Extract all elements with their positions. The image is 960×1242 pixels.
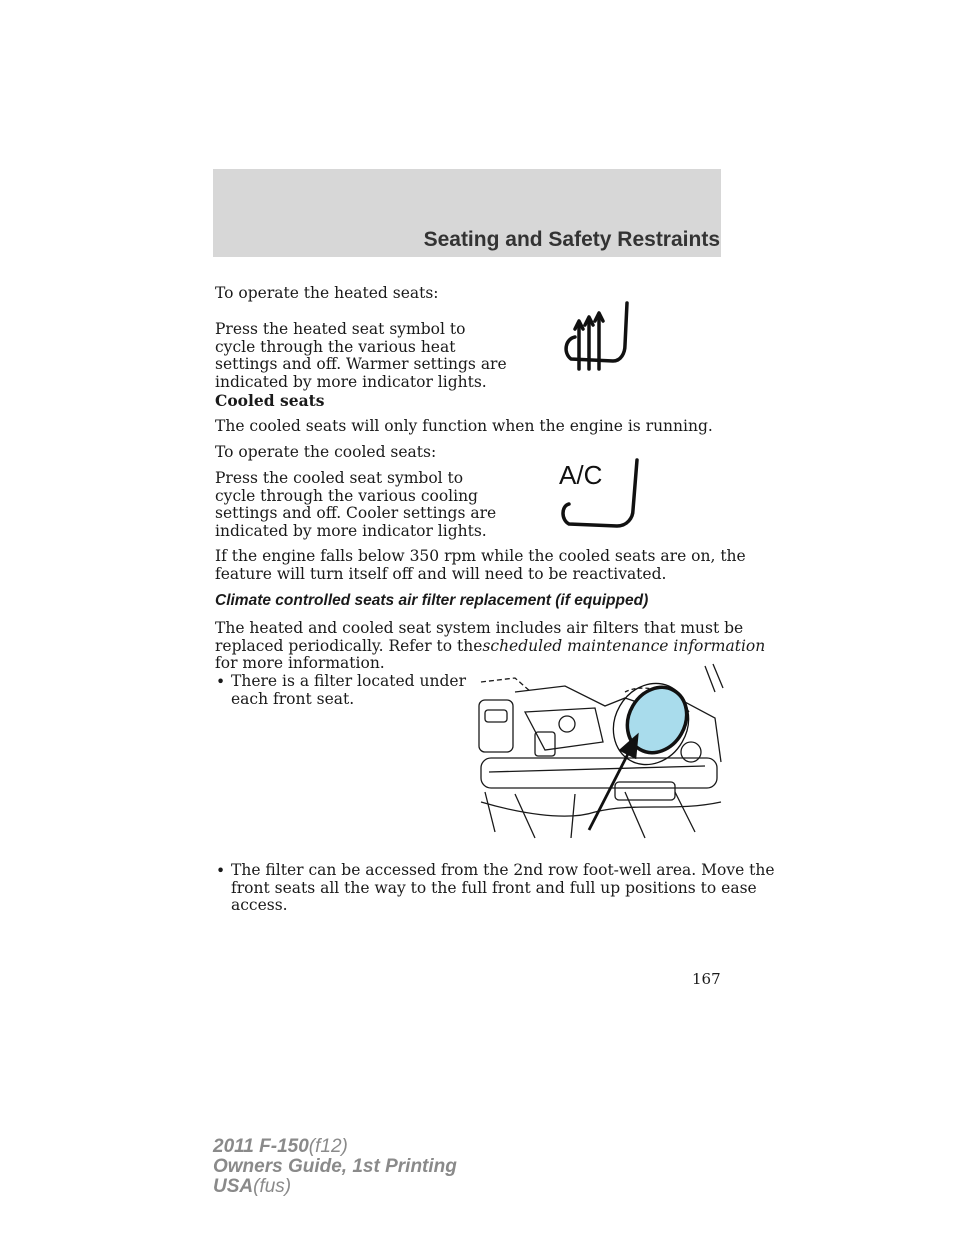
page-number: 167 xyxy=(692,970,721,988)
section-title: Seating and Safety Restraints xyxy=(423,228,720,251)
heated-seat-icon xyxy=(555,295,635,375)
cooled-seat-icon xyxy=(555,450,645,530)
paragraph-cooled-intro: To operate the cooled seats: xyxy=(215,443,437,461)
paragraph-heated-intro: To operate the heated seats: xyxy=(215,284,439,302)
bullet-marker: • xyxy=(216,673,226,691)
paragraph-filter-info: The heated and cooled seat system includes air filters that must be replaced periodically. Refer to thescheduled maintenance information for more information. xyxy=(215,619,766,672)
svg-text:A/C: A/C xyxy=(559,460,603,490)
paragraph-rpm-warning: If the engine falls below 350 rpm while the cooled seats are on, the feature will turn itself off and will need to be reactivated. xyxy=(215,547,746,583)
heading-cooled-seats: Cooled seats xyxy=(215,391,325,410)
seat-filter-illustration xyxy=(475,662,725,840)
heading-filter-replacement: Climate controlled seats air filter replacement (if equipped) xyxy=(215,592,649,609)
bullet-marker: • xyxy=(216,862,226,880)
footer-print-info: 2011 F-150(f12) Owners Guide, 1st Printing USA(fus) xyxy=(213,1136,457,1197)
bullet-filter-location: There is a filter located under each front seat. xyxy=(231,672,466,708)
bullet-filter-access: The filter can be accessed from the 2nd row foot-well area. Move the front seats all the way to the full front and full up positions to ease access. xyxy=(231,861,775,914)
paragraph-cooled-instructions: Press the cooled seat symbol to cycle through the various cooling settings and off. Cooler settings are indicated by more indicator lights. xyxy=(215,469,497,540)
paragraph-heated-instructions: Press the heated seat symbol to cycle through the various heat settings and off. Warmer settings are indicated by more indicator lights. xyxy=(215,320,507,391)
paragraph-cooled-engine: The cooled seats will only function when the engine is running. xyxy=(215,417,713,435)
